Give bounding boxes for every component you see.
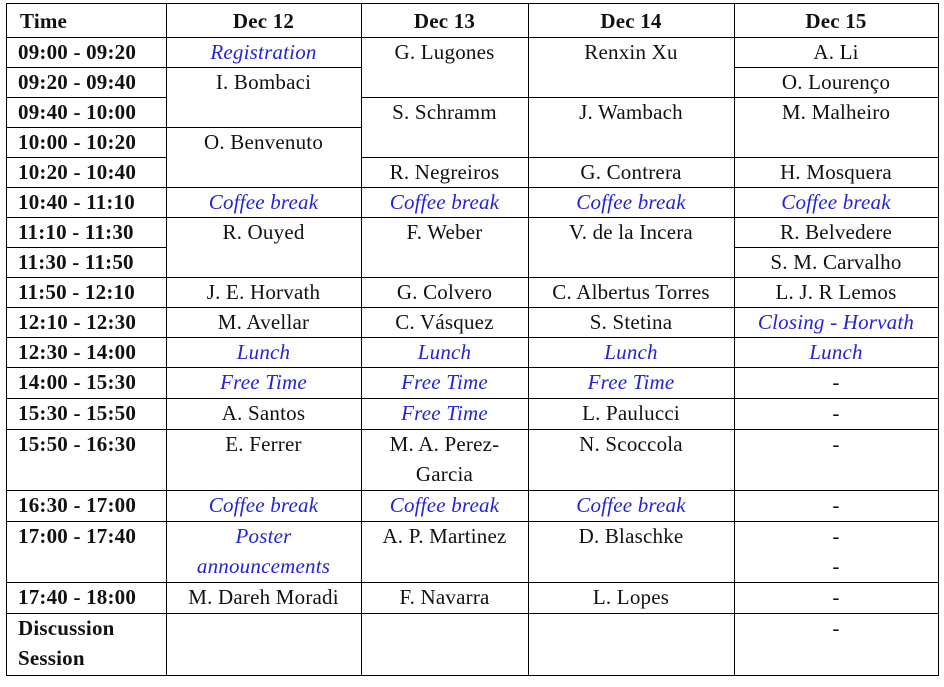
- talk-cell: F. Weber: [406, 220, 483, 244]
- table-rule: [361, 367, 529, 368]
- time-slot: 16:30 - 17:00: [18, 493, 137, 517]
- event-cell: Coffee break: [781, 190, 891, 214]
- talk-cell: E. Ferrer: [225, 432, 302, 456]
- header-day: Dec 13: [413, 9, 476, 33]
- talk-cell: L. Lopes: [592, 585, 670, 609]
- talk-cell: S. Schramm: [392, 100, 497, 124]
- table-rule: [166, 217, 362, 218]
- talk-cell: R. Ouyed: [222, 220, 305, 244]
- table-rule: [528, 157, 735, 158]
- table-rule: [361, 157, 529, 158]
- table-rule: [361, 307, 529, 308]
- time-slot: 14:00 - 15:30: [18, 370, 137, 394]
- table-rule: [6, 3, 939, 4]
- event-cell: Free Time: [587, 370, 675, 394]
- time-slot: 11:30 - 11:50: [18, 250, 134, 274]
- time-slot: 09:00 - 09:20: [18, 40, 137, 64]
- table-rule: [166, 337, 362, 338]
- time-slot: 10:40 - 11:10: [18, 190, 135, 214]
- table-rule: [361, 277, 529, 278]
- event-cell: Poster announcements: [196, 524, 331, 578]
- table-rule: [528, 582, 735, 583]
- talk-cell: -: [832, 616, 840, 640]
- table-rule: [6, 307, 167, 308]
- table-rule: [361, 398, 529, 399]
- table-rule: [938, 3, 939, 676]
- table-rule: [361, 429, 529, 430]
- table-rule: [6, 429, 167, 430]
- event-cell: Coffee break: [576, 190, 686, 214]
- table-rule: [166, 277, 362, 278]
- talk-cell: C. Albertus Torres: [552, 280, 710, 304]
- table-rule: [734, 582, 939, 583]
- event-cell: Free Time: [401, 401, 488, 425]
- talk-cell: G. Lugones: [394, 40, 495, 64]
- talk-cell: R. Belvedere: [779, 220, 893, 244]
- table-rule: [6, 127, 167, 128]
- table-rule: [361, 582, 529, 583]
- table-rule: [734, 521, 939, 522]
- talk-cell: A. Li: [813, 40, 859, 64]
- table-rule: [734, 97, 939, 98]
- talk-cell: G. Contrera: [580, 160, 682, 184]
- talk-cell: J. E. Horvath: [206, 280, 321, 304]
- talk-cell: A. P. Martinez: [382, 524, 507, 548]
- table-rule: [166, 521, 362, 522]
- table-rule: [528, 521, 735, 522]
- table-rule: [361, 613, 529, 614]
- table-rule: [166, 582, 362, 583]
- table-rule: [166, 490, 362, 491]
- table-rule: [166, 3, 167, 676]
- talk-cell: O. Lourenço: [781, 70, 891, 94]
- table-rule: [361, 97, 529, 98]
- event-cell: Coffee break: [389, 190, 500, 214]
- table-rule: [734, 187, 939, 188]
- table-rule: [6, 67, 167, 68]
- event-cell: Registration: [210, 40, 317, 64]
- table-rule: [528, 307, 735, 308]
- table-rule: [6, 187, 167, 188]
- talk-cell: J. Wambach: [579, 100, 683, 124]
- talk-cell: Renxin Xu: [584, 40, 678, 64]
- time-slot: 17:40 - 18:00: [18, 585, 137, 609]
- talk-cell: M. Avellar: [217, 310, 310, 334]
- talk-cell: M. A. Perez-Garcia: [389, 432, 500, 486]
- time-slot: 17:00 - 17:40: [18, 524, 137, 548]
- talk-cell: -: [832, 370, 840, 394]
- event-cell: Coffee break: [208, 190, 319, 214]
- table-rule: [528, 398, 735, 399]
- table-rule: [528, 187, 735, 188]
- talk-cell: A. Santos: [221, 401, 306, 425]
- table-rule: [734, 398, 939, 399]
- talk-cell: -: [832, 432, 840, 456]
- table-rule: [734, 277, 939, 278]
- table-rule: [734, 490, 939, 491]
- table-rule: [6, 613, 167, 614]
- talk-cell: [528, 613, 734, 675]
- header-time: Time: [20, 9, 68, 33]
- table-rule: [528, 97, 735, 98]
- table-rule: [166, 187, 362, 188]
- table-rule: [734, 247, 939, 248]
- event-cell: Coffee break: [389, 493, 500, 517]
- table-rule: [734, 429, 939, 430]
- talk-cell: -: [832, 585, 840, 609]
- table-rule: [734, 157, 939, 158]
- table-rule: [6, 337, 167, 338]
- table-rule: [528, 217, 735, 218]
- talk-cell: N. Scoccola: [579, 432, 683, 456]
- event-cell: Coffee break: [208, 493, 319, 517]
- table-rule: [166, 307, 362, 308]
- header-day: Dec 14: [600, 9, 662, 33]
- table-rule: [361, 337, 529, 338]
- table-rule: [6, 490, 167, 491]
- table-rule: [6, 675, 167, 676]
- talk-cell: M. Dareh Moradi: [188, 585, 339, 609]
- talk-cell: S. M. Carvalho: [770, 250, 902, 274]
- time-slot: 10:20 - 10:40: [18, 160, 137, 184]
- event-cell: Lunch: [809, 340, 863, 364]
- time-slot: 09:20 - 09:40: [18, 70, 137, 94]
- time-slot: 09:40 - 10:00: [18, 100, 137, 124]
- talk-cell: -: [832, 493, 840, 517]
- table-rule: [528, 490, 735, 491]
- header-day: Dec 12: [232, 9, 295, 33]
- table-rule: [6, 217, 167, 218]
- table-rule: [734, 3, 735, 676]
- table-rule: [361, 217, 529, 218]
- event-cell: Coffee break: [576, 493, 686, 517]
- table-rule: [734, 367, 939, 368]
- table-rule: [734, 675, 939, 676]
- time-slot: 10:00 - 10:20: [18, 130, 137, 154]
- table-rule: [734, 67, 939, 68]
- event-cell: Free Time: [220, 370, 307, 394]
- table-rule: [528, 367, 735, 368]
- table-rule: [166, 367, 362, 368]
- table-rule: [361, 187, 529, 188]
- table-rule: [528, 277, 735, 278]
- time-slot: 11:50 - 12:10: [18, 280, 135, 304]
- table-rule: [6, 521, 167, 522]
- event-cell: Closing - Horvath: [757, 310, 915, 334]
- talk-cell: L. J. R Lemos: [775, 280, 897, 304]
- talk-cell: [166, 613, 361, 675]
- table-rule: [734, 337, 939, 338]
- table-rule: [6, 367, 167, 368]
- table-rule: [166, 613, 362, 614]
- table-rule: [6, 398, 167, 399]
- table-rule: [6, 37, 167, 38]
- table-rule: [528, 613, 735, 614]
- table-rule: [528, 3, 529, 676]
- talk-cell: R. Negreiros: [389, 160, 500, 184]
- table-rule: [6, 3, 7, 676]
- table-rule: [166, 429, 362, 430]
- table-rule: [6, 97, 167, 98]
- talk-cell: S. Stetina: [589, 310, 673, 334]
- talk-cell: F. Navarra: [399, 585, 490, 609]
- table-rule: [166, 398, 362, 399]
- event-cell: Lunch: [236, 340, 291, 364]
- event-cell: Free Time: [401, 370, 488, 394]
- table-rule: [361, 3, 362, 676]
- table-rule: [528, 337, 735, 338]
- talk-cell: L. Paulucci: [582, 401, 680, 425]
- table-rule: [361, 521, 529, 522]
- time-slot: 15:30 - 15:50: [18, 401, 137, 425]
- talk-cell: [361, 613, 528, 675]
- table-rule: [528, 675, 735, 676]
- time-slot: 12:10 - 12:30: [18, 310, 137, 334]
- talk-cell: H. Mosquera: [780, 160, 892, 184]
- table-rule: [166, 675, 362, 676]
- table-rule: [6, 247, 167, 248]
- table-rule: [166, 127, 362, 128]
- time-slot: 15:50 - 16:30: [18, 432, 137, 456]
- talk-cell: O. Benvenuto: [203, 130, 324, 154]
- table-rule: [528, 429, 735, 430]
- table-rule: [361, 490, 529, 491]
- table-rule: [734, 217, 939, 218]
- talk-cell: - -: [832, 524, 840, 578]
- talk-cell: C. Vásquez: [395, 310, 494, 334]
- event-cell: Lunch: [604, 340, 658, 364]
- time-slot: Discussion Session: [18, 616, 115, 670]
- table-rule: [734, 307, 939, 308]
- talk-cell: I. Bombaci: [215, 70, 312, 94]
- talk-cell: M. Malheiro: [781, 100, 891, 124]
- talk-cell: -: [832, 401, 840, 425]
- event-cell: Lunch: [417, 340, 472, 364]
- talk-cell: D. Blaschke: [578, 524, 684, 548]
- table-rule: [6, 582, 167, 583]
- header-day: Dec 15: [805, 9, 867, 33]
- table-rule: [734, 613, 939, 614]
- table-rule: [6, 157, 167, 158]
- table-rule: [166, 67, 362, 68]
- time-slot: 11:10 - 11:30: [18, 220, 134, 244]
- talk-cell: G. Colvero: [396, 280, 493, 304]
- table-rule: [6, 277, 167, 278]
- time-slot: 12:30 - 14:00: [18, 340, 137, 364]
- table-rule: [361, 675, 529, 676]
- talk-cell: V. de la Incera: [569, 220, 693, 244]
